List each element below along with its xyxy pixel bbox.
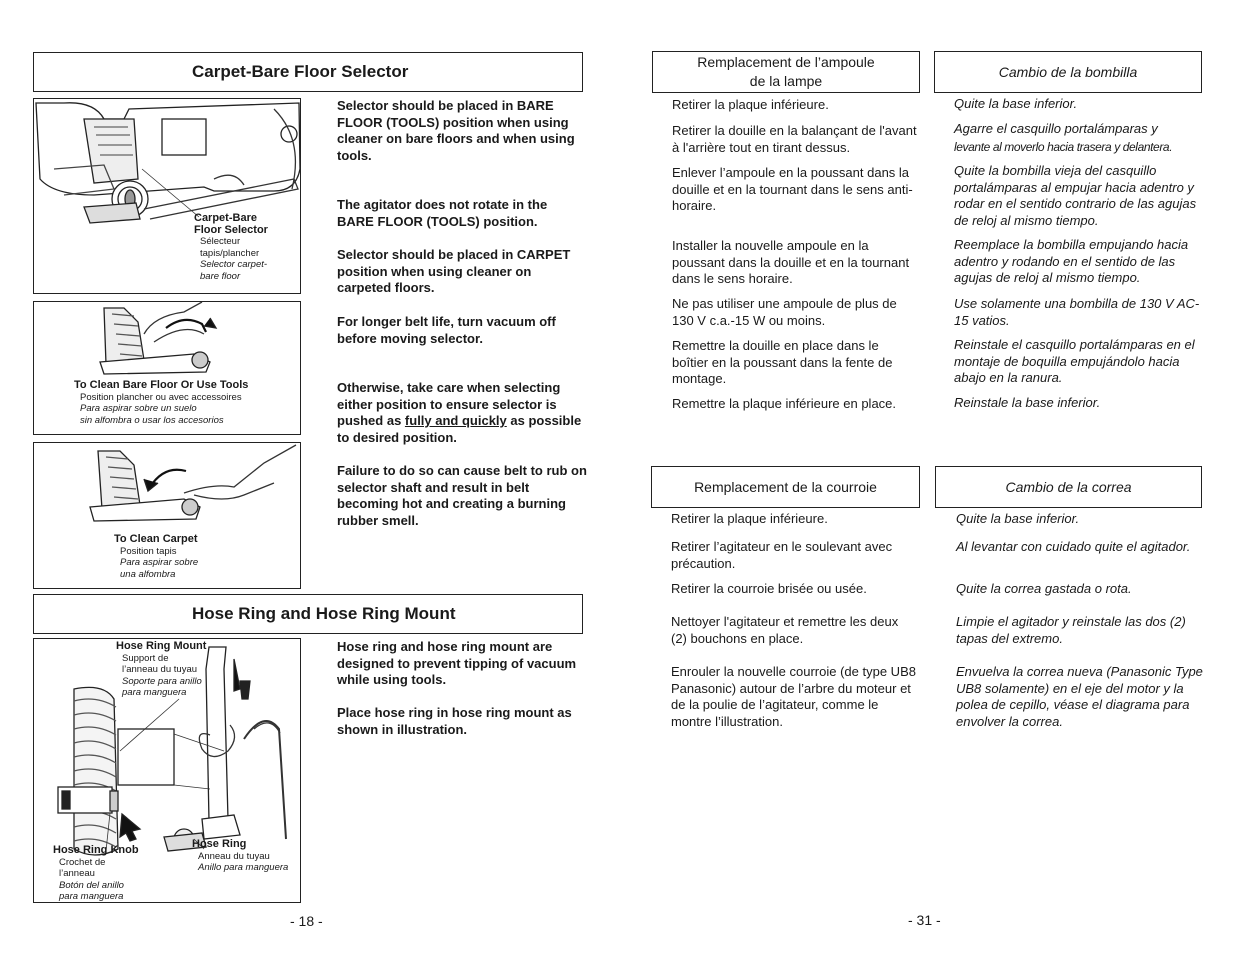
selector-text-5a: Otherwise, take care when selecting either position to ensure selector is pushed as bbox=[337, 380, 561, 429]
lamp-es-title: Cambio de la bombilla bbox=[998, 64, 1138, 80]
hose-ring-mount-fr2: l’anneau du tuyau bbox=[122, 664, 198, 675]
figure-carpet bbox=[33, 442, 301, 589]
hose-ring-knob-label: Hose Ring Knob bbox=[53, 844, 139, 856]
selector-caption-fr2: tapis/plancher bbox=[200, 247, 260, 259]
hose-ring-knob-fr2: l’anneau bbox=[59, 868, 95, 879]
lamp-fr-step-1: Retirer la plaque inférieure. bbox=[672, 97, 829, 112]
lamp-fr-step-5: Ne pas utiliser une ampoule de plus de 130 V c.a.-15 W ou moins. bbox=[672, 296, 897, 328]
selector-text-5 bbox=[337, 380, 587, 446]
selector-text-4: For longer belt life, turn vacuum off before moving selector. bbox=[337, 314, 556, 346]
lamp-fr-title: Remplacement de l’ampoule bbox=[697, 54, 875, 70]
hose-ring-knob-es2: para manguera bbox=[59, 891, 124, 902]
belt-es-title: Cambio de la correa bbox=[1005, 479, 1132, 495]
belt-es-step-5: Envuelva la correa nueva (Panasonic Type UB8 solamente) en el eje del motor y la polea de cepillo, véase el diagrama para envolver la correa. bbox=[956, 664, 1203, 729]
selector-text-3: Selector should be placed in CARPET position when using cleaner on carpeted floors. bbox=[337, 247, 571, 296]
belt-es-step-1: Quite la base inferior. bbox=[956, 511, 1080, 526]
belt-fr-step-3: Retirer la courroie brisée ou usée. bbox=[671, 581, 867, 596]
lamp-fr-header bbox=[652, 51, 920, 93]
selector-caption-es2: bare floor bbox=[200, 270, 241, 282]
lamp-fr-title2: de la lampe bbox=[749, 73, 823, 89]
selector-text-2: The agitator does not rotate in the BARE FLOOR (TOOLS) position. bbox=[337, 197, 548, 229]
hose-section-title bbox=[33, 594, 583, 634]
selector-text-5b: as possible to desired position. bbox=[337, 413, 582, 445]
belt-fr-header bbox=[651, 466, 920, 508]
belt-fr-step-2: Retirer l’agitateur en le soulevant avec précaution. bbox=[671, 539, 893, 571]
hose-ring-label: Hose Ring bbox=[192, 838, 247, 850]
selector-caption-label2: Floor Selector bbox=[194, 223, 268, 236]
hose-ring-knob-es: Botón del anillo bbox=[59, 879, 124, 891]
lamp-fr-step-4: Installer la nouvelle ampoule en la poussant dans la douille et en la tournant dans le sens horaire. bbox=[672, 238, 910, 287]
belt-es-step-4: Limpie el agitador y reinstale las dos (2) tapas del extremo. bbox=[956, 614, 1186, 646]
bare-floor-caption-es2: sin alfombra o usar los accesorios bbox=[80, 414, 224, 426]
hose-ring-mount-label: Hose Ring Mount bbox=[116, 640, 207, 652]
figure-hose-ring bbox=[33, 638, 301, 903]
hose-ring-fr: Anneau du tuyau bbox=[198, 850, 270, 862]
lamp-es-step-3: Quite la bombilla vieja del casquillo portalámparas al empujar hacia adentro y rodar en el sentido contrario de las agujas de reloj al mismo tiempo. bbox=[954, 163, 1197, 228]
hose-ring-es: Anillo para manguera bbox=[198, 862, 289, 873]
bare-floor-caption-fr: Position plancher ou avec accessoires bbox=[80, 391, 242, 403]
figure-bare-floor bbox=[33, 301, 301, 435]
hose-title-text: Hose Ring and Hose Ring Mount bbox=[192, 604, 456, 623]
hose-ring-knob-fr: Crochet de bbox=[59, 856, 106, 868]
lamp-es-step-5: Use solamente una bombilla de 130 V AC-15 vatios. bbox=[954, 296, 1200, 328]
hose-text-2: Place hose ring in hose ring mount as shown in illustration. bbox=[337, 705, 572, 737]
carpet-caption-es: Para aspirar sobre bbox=[120, 557, 199, 568]
bare-floor-caption-es: Para aspirar sobre un suelo bbox=[80, 403, 197, 414]
belt-es-header bbox=[935, 466, 1202, 508]
selector-text-5-underline: fully and quickly bbox=[404, 413, 507, 429]
lamp-es-step-7: Reinstale la base inferior. bbox=[954, 395, 1101, 410]
belt-fr-step-4: Nettoyer l'agitateur et remettre les deux (2) bouchons en place. bbox=[671, 614, 899, 646]
hose-ring-mount-fr: Support de bbox=[122, 652, 169, 664]
lamp-fr-step-6: Remettre la douille en place dans le boîtier en la poussant dans la fente de montage. bbox=[672, 338, 893, 387]
hose-ring-knob-caption bbox=[53, 845, 139, 903]
hose-ring-mount-caption bbox=[116, 641, 206, 699]
carpet-caption-label: To Clean Carpet bbox=[114, 533, 198, 545]
carpet-caption bbox=[114, 534, 198, 580]
lamp-es-step-2: Agarre el casquillo portalámparas y bbox=[954, 121, 1158, 136]
lamp-es-step-1: Quite la base inferior. bbox=[954, 96, 1078, 111]
carpet-caption-es2: una alfombra bbox=[120, 568, 176, 580]
page-number-left: - 18 - bbox=[290, 913, 323, 929]
selector-caption bbox=[194, 213, 268, 282]
hose-ring-mount-es2: para manguera bbox=[122, 687, 187, 698]
lamp-fr-step-7: Remettre la plaque inférieure en place. bbox=[672, 396, 897, 411]
lamp-es-header bbox=[934, 51, 1202, 93]
belt-es-step-3: Quite la correa gastada o rota. bbox=[956, 581, 1132, 596]
lamp-fr-step-3: Enlever l’ampoule en la poussant dans la douille et en la tournant dans le sens anti-horaire. bbox=[672, 165, 913, 214]
lamp-es-step-6: Reinstale el casquillo portalámparas en el montaje de boquilla empujándolo hacia abajo en la ranura. bbox=[954, 337, 1195, 386]
hose-text-1: Hose ring and hose ring mount are designed to prevent tipping of vacuum while using tools. bbox=[337, 639, 577, 688]
selector-section-title bbox=[33, 52, 583, 92]
belt-fr-title: Remplacement de la courroie bbox=[694, 478, 877, 495]
selector-caption-es: Selector carpet- bbox=[200, 259, 268, 270]
selector-text-1: Selector should be placed in BARE FLOOR (TOOLS) position when using cleaner on bare floors and when using tools. bbox=[337, 98, 575, 163]
bare-floor-caption-label: To Clean Bare Floor Or Use Tools bbox=[74, 379, 249, 391]
lamp-es-step-4: Reemplace la bombilla empujando hacia adentro y rodando en el sentido de las agujas de reloj al mismo tiempo. bbox=[954, 237, 1189, 286]
hose-ring-mount-es: Soporte para anillo bbox=[122, 675, 202, 687]
hose-ring-caption bbox=[192, 839, 288, 874]
selector-caption-label: Carpet-Bare bbox=[194, 212, 257, 224]
lamp-fr-step-2: Retirer la douille en la balançant de l'avant à l'arrière tout en tirant dessus. bbox=[672, 123, 917, 155]
belt-es-step-2: Al levantar con cuidado quite el agitador. bbox=[956, 539, 1191, 554]
carpet-caption-fr: Position tapis bbox=[120, 545, 177, 557]
lamp-es-step-2b: levante al moverlo hacia trasera y delantera. bbox=[954, 140, 1173, 154]
selector-caption-fr: Sélecteur bbox=[200, 236, 241, 247]
bare-floor-caption bbox=[74, 380, 248, 426]
selector-text-6: Failure to do so can cause belt to rub on selector shaft and result in belt becoming hot and creating a burning rubber smell. bbox=[337, 463, 587, 528]
selector-title-text: Carpet-Bare Floor Selector bbox=[192, 62, 409, 81]
figure-selector-closeup bbox=[33, 98, 301, 294]
page-number-right: - 31 - bbox=[908, 912, 941, 928]
belt-fr-step-1: Retirer la plaque inférieure. bbox=[671, 511, 828, 526]
belt-fr-step-5: Enrouler la nouvelle courroie (de type UB8 Panasonic) autour de l’arbre du moteur et de la poulie de l’agitateur, comme le montre l’illustration. bbox=[671, 664, 916, 729]
